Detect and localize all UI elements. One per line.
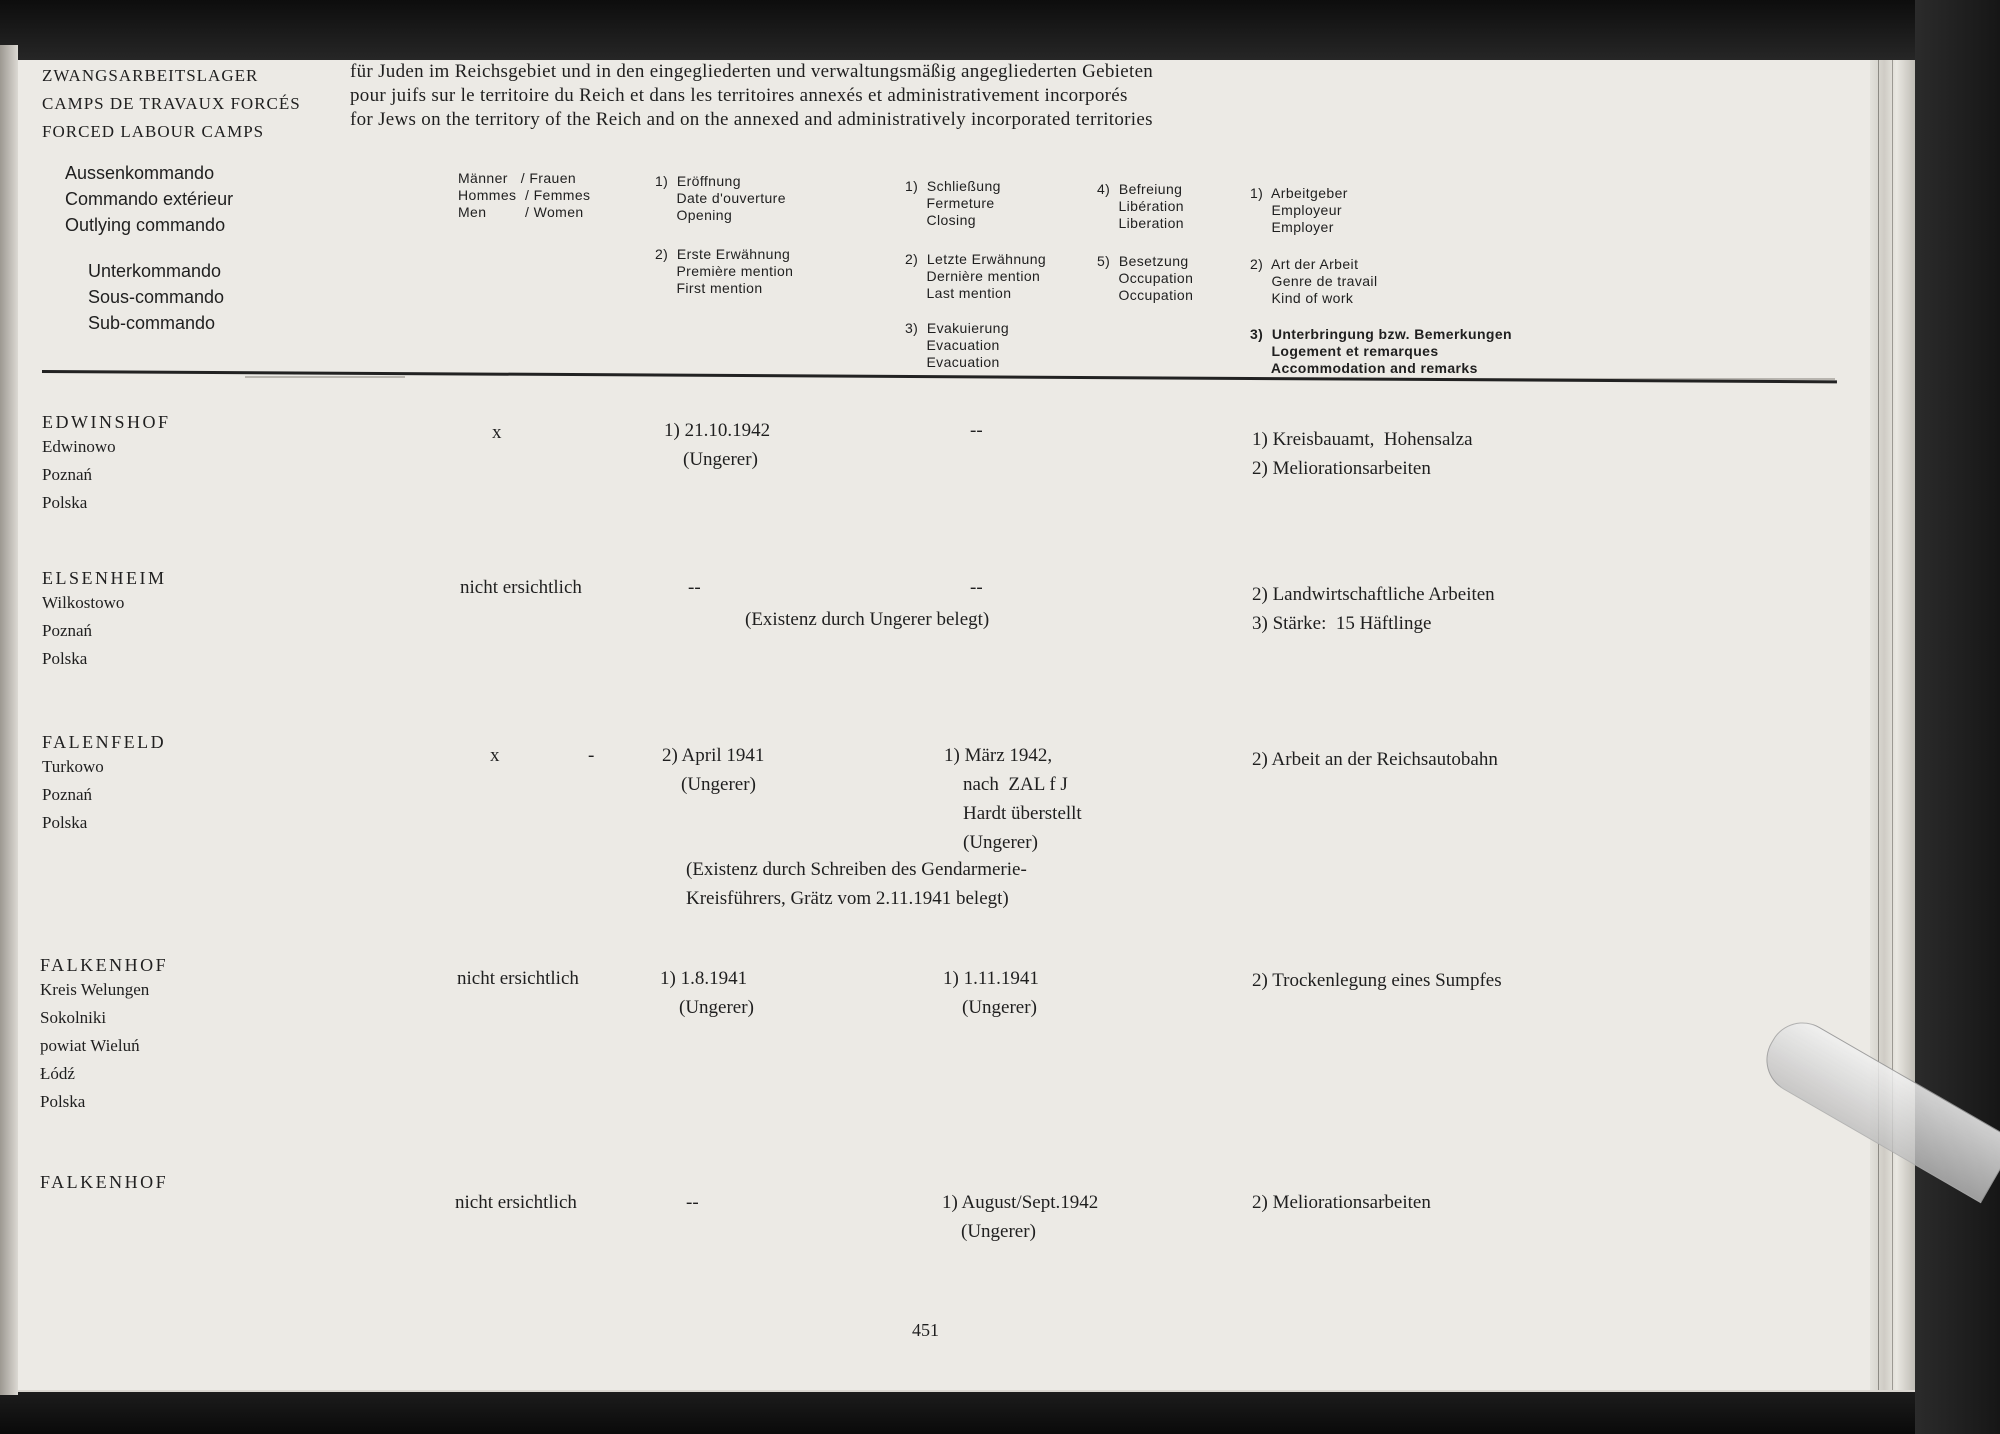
opening-value: 2) April 1941 (Ungerer) — [662, 745, 765, 795]
closing-value: -- — [970, 577, 983, 598]
closing-value: 1) März 1942, nach ZAL f J Hardt überstellt (Ungerer) — [944, 745, 1082, 853]
column-evacuation: 3) Evakuierung Evacuation Evacuation — [905, 320, 1010, 370]
column-closing: 1) Schließung Fermeture Closing — [905, 178, 1001, 228]
remarks-value: 2) Arbeit an der Reichsautobahn — [1252, 749, 1498, 770]
entry-location — [42, 732, 166, 837]
closing-value: 1) 1.11.1941 (Ungerer) — [943, 968, 1039, 1018]
entry-location — [42, 568, 167, 673]
intro-line-fr: pour juifs sur le territoire du Reich et dans les territoires annexés et administrativement incorporés — [350, 85, 1128, 106]
intro-line-en: for Jews on the territory of the Reich and on the annexed and administratively incorporated territories — [350, 109, 1153, 130]
column-last-mention: 2) Letzte Erwähnung Dernière mention Last mention — [905, 251, 1047, 301]
outlying-commando-label — [65, 160, 233, 238]
camp-name: FALKENHOF — [40, 955, 169, 975]
men-value: nicht ersichtlich — [455, 1192, 577, 1213]
camp-name: FALENFELD — [42, 732, 167, 752]
camp-name: FALKENHOF — [40, 1172, 169, 1192]
sub-label-fr: Sous-commando — [88, 287, 225, 307]
outlying-label-en: Outlying commando — [65, 215, 226, 235]
location-line: Wilkostowo — [42, 593, 125, 612]
outlying-label-de: Aussenkommando — [65, 163, 215, 183]
remarks-value: 2) Meliorationsarbeiten — [1252, 1192, 1431, 1213]
remarks-value: 2) Landwirtschaftliche Arbeiten 3) Stärke: 15 Häftlinge — [1252, 584, 1495, 634]
column-liberation: 4) Befreiung Libération Liberation — [1097, 181, 1184, 231]
column-kind-of-work: 2) Art der Arbeit Genre de travail Kind of work — [1250, 256, 1378, 306]
camp-name: ELSENHEIM — [42, 568, 167, 588]
men-value: x — [492, 422, 502, 443]
sub-commando-label — [88, 258, 224, 336]
remarks-value: 1) Kreisbauamt, Hohensalza 2) Meliorationsarbeiten — [1252, 429, 1473, 479]
location-line: Poznań — [42, 621, 93, 640]
location-line: Sokolniki — [40, 1008, 107, 1027]
column-sex: Männer / Frauen Hommes / Femmes Men / Women — [458, 170, 591, 220]
location-line: Turkowo — [42, 757, 104, 776]
column-accommodation: 3) Unterbringung bzw. Bemerkungen Logement et remarques Accommodation and remarks — [1250, 326, 1512, 376]
column-opening: 1) Eröffnung Date d'ouverture Opening — [655, 173, 786, 223]
closing-value: -- — [970, 420, 983, 441]
location-line: Polska — [42, 813, 88, 832]
location-line: Poznań — [42, 465, 93, 484]
sub-label-de: Unterkommando — [88, 261, 222, 281]
location-line: Polska — [42, 649, 88, 668]
location-line: Polska — [42, 493, 88, 512]
bleed-through-rule — [245, 376, 405, 378]
opening-value: -- — [686, 1192, 699, 1213]
location-line: Polska — [40, 1092, 86, 1111]
entry-location — [42, 412, 171, 517]
section-title-de: ZWANGSARBEITSLAGER — [42, 66, 259, 85]
column-first-mention: 2) Erste Erwähnung Première mention First mention — [655, 246, 794, 296]
section-intro — [350, 60, 1153, 132]
men-value: x — [490, 745, 500, 766]
dark-background-right — [1915, 0, 2000, 1434]
location-line: powiat Wieluń — [40, 1036, 140, 1055]
existence-note: (Existenz durch Schreiben des Gendarmerie- Kreisführers, Grätz vom 2.11.1941 belegt) — [686, 859, 1027, 909]
intro-line-de: für Juden im Reichsgebiet und in den eingegliederten und verwaltungsmäßig angegliederten Gebieten — [350, 61, 1154, 82]
section-title-en: FORCED LABOUR CAMPS — [42, 122, 265, 141]
section-title-fr: CAMPS DE TRAVAUX FORCÉS — [42, 94, 301, 113]
women-value: - — [588, 745, 595, 766]
page-edges — [1870, 60, 1918, 1390]
location-line: Poznań — [42, 785, 93, 804]
remarks-value: 2) Trockenlegung eines Sumpfes — [1252, 970, 1502, 991]
opening-value: 1) 1.8.1941 (Ungerer) — [660, 968, 754, 1018]
sub-label-en: Sub-commando — [88, 313, 216, 333]
camp-name: EDWINSHOF — [42, 412, 171, 432]
men-value: nicht ersichtlich — [460, 577, 582, 598]
section-title — [42, 62, 301, 146]
existence-note: (Existenz durch Ungerer belegt) — [745, 609, 990, 630]
binding-edge — [0, 45, 18, 1395]
outlying-label-fr: Commando extérieur — [65, 189, 234, 209]
location-line: Kreis Welungen — [40, 980, 150, 999]
entry-location — [40, 1172, 168, 1193]
men-value: nicht ersichtlich — [457, 968, 579, 989]
location-line: Łódź — [40, 1064, 75, 1083]
location-line: Edwinowo — [42, 437, 116, 456]
page-number: 451 — [912, 1320, 939, 1340]
closing-value: 1) August/Sept.1942 (Ungerer) — [942, 1192, 1099, 1242]
dark-background-top — [0, 0, 2000, 60]
dark-background-bottom — [0, 1392, 2000, 1434]
column-occupation: 5) Besetzung Occupation Occupation — [1097, 253, 1194, 303]
entry-location — [40, 955, 168, 1116]
column-employer: 1) Arbeitgeber Employeur Employer — [1250, 185, 1348, 235]
opening-value: 1) 21.10.1942 (Ungerer) — [664, 420, 771, 470]
opening-value: -- — [688, 577, 701, 598]
